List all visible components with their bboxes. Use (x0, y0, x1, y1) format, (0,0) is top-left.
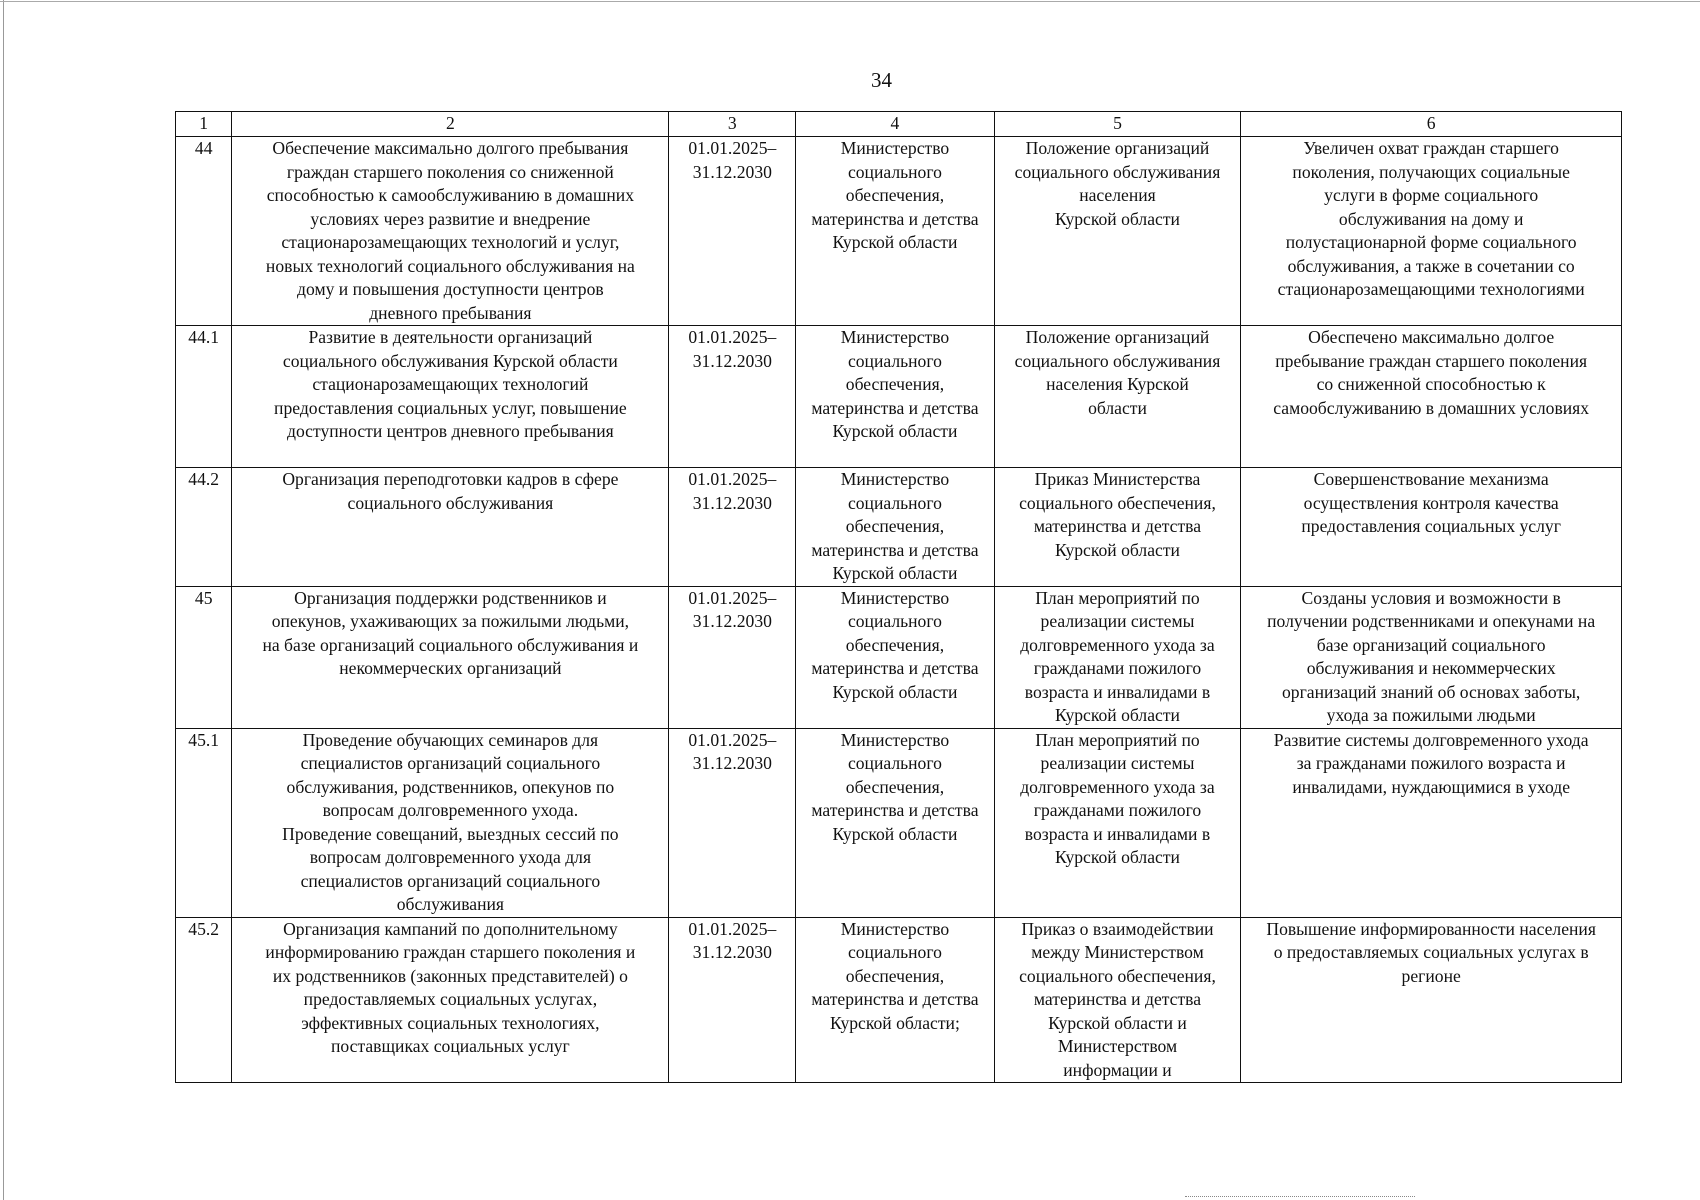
table-row (176, 468, 1622, 587)
measure-name: Обеспечение максимально долгого пребывания граждан старшего поколения со сниженной способностью к самообслуживанию в домашних условиях через развитие и внедрение стационарозамещающих технологий и услуг, новых технологий социального обслуживания на дому и повышения доступности центров дневного пребывания (232, 137, 669, 326)
header-col-6: 6 (1241, 112, 1622, 137)
table-row (176, 917, 1622, 1083)
row-number: 45 (176, 586, 232, 728)
header-col-3: 3 (669, 112, 796, 137)
row-number: 44.1 (176, 326, 232, 468)
governing-document: План мероприятий по реализации системы долговременного ухода за гражданами пожилого возраста и инвалидами в Курской области (994, 586, 1241, 728)
page-number: 34 (871, 68, 892, 92)
expected-result: Созданы условия и возможности в получении родственниками и опекунами на базе организаций социального обслуживания и некоммерческих организаций знаний об основах заботы, ухода за пожилыми людьми (1241, 586, 1622, 728)
implementation-period: 01.01.2025– 31.12.2030 (669, 917, 796, 1083)
measure-name: Развитие в деятельности организаций социального обслуживания Курской области стационарозамещающих технологий предоставления социальных услуг, повышение доступности центров дневного пребывания (232, 326, 669, 468)
measure-name: Проведение обучающих семинаров для специалистов организаций социального обслуживания, родственников, опекунов по вопросам долговременного ухода. Проведение совещаний, выездных сессий по вопросам долговременного ухода для специалистов организаций социального обслуживания (232, 728, 669, 917)
scan-artifact-marks (1185, 1196, 1415, 1200)
table-row (176, 728, 1622, 917)
responsible-organization: Министерство социального обеспечения, материнства и детства Курской области (796, 326, 994, 468)
table-row (176, 586, 1622, 728)
measure-name: Организация переподготовки кадров в сфере социального обслуживания (232, 468, 669, 587)
table-header-row (176, 112, 1622, 137)
header-col-2: 2 (232, 112, 669, 137)
row-number: 45.2 (176, 917, 232, 1083)
row-number: 45.1 (176, 728, 232, 917)
table-row (176, 137, 1622, 326)
governing-document: Приказ о взаимодействии между Министерством социального обеспечения, материнства и детства Курской области и Министерством информации и (994, 917, 1241, 1083)
table-row (176, 326, 1622, 468)
header-col-5: 5 (994, 112, 1241, 137)
implementation-period: 01.01.2025– 31.12.2030 (669, 468, 796, 587)
expected-result: Обеспечено максимально долгое пребывание граждан старшего поколения со сниженной способностью к самообслуживанию в домашних условиях (1241, 326, 1622, 468)
header-col-1: 1 (176, 112, 232, 137)
governing-document: План мероприятий по реализации системы долговременного ухода за гражданами пожилого возраста и инвалидами в Курской области (994, 728, 1241, 917)
expected-result: Развитие системы долговременного ухода за гражданами пожилого возраста и инвалидами, нуждающимися в уходе (1241, 728, 1622, 917)
row-number: 44.2 (176, 468, 232, 587)
scan-edge-left (3, 0, 4, 1200)
responsible-organization: Министерство социального обеспечения, материнства и детства Курской области (796, 137, 994, 326)
measure-name: Организация кампаний по дополнительному информированию граждан старшего поколения и их родственников (законных представителей) о предоставляемых социальных услугах, эффективных социальных технологиях, поставщиках социальных услуг (232, 917, 669, 1083)
implementation-period: 01.01.2025– 31.12.2030 (669, 326, 796, 468)
implementation-period: 01.01.2025– 31.12.2030 (669, 586, 796, 728)
responsible-organization: Министерство социального обеспечения, материнства и детства Курской области (796, 728, 994, 917)
expected-result: Совершенствование механизма осуществления контроля качества предоставления социальных услуг (1241, 468, 1622, 587)
governing-document: Приказ Министерства социального обеспечения, материнства и детства Курской области (994, 468, 1241, 587)
implementation-period: 01.01.2025– 31.12.2030 (669, 137, 796, 326)
expected-result: Увеличен охват граждан старшего поколения, получающих социальные услуги в форме социального обслуживания на дому и полустационарной форме социального обслуживания, а также в сочетании со стационарозамещающими технологиями (1241, 137, 1622, 326)
expected-result: Повышение информированности населения о предоставляемых социальных услугах в регионе (1241, 917, 1622, 1083)
measure-name: Организация поддержки родственников и опекунов, ухаживающих за пожилыми людьми, на базе организаций социального обслуживания и некоммерческих организаций (232, 586, 669, 728)
responsible-organization: Министерство социального обеспечения, материнства и детства Курской области (796, 586, 994, 728)
governing-document: Положение организаций социального обслуживания населения Курской области (994, 137, 1241, 326)
action-plan-table (175, 111, 1622, 1083)
responsible-organization: Министерство социального обеспечения, материнства и детства Курской области; (796, 917, 994, 1083)
scan-edge-top (0, 1, 1700, 2)
responsible-organization: Министерство социального обеспечения, материнства и детства Курской области (796, 468, 994, 587)
header-col-4: 4 (796, 112, 994, 137)
governing-document: Положение организаций социального обслуживания населения Курской области (994, 326, 1241, 468)
row-number: 44 (176, 137, 232, 326)
implementation-period: 01.01.2025– 31.12.2030 (669, 728, 796, 917)
